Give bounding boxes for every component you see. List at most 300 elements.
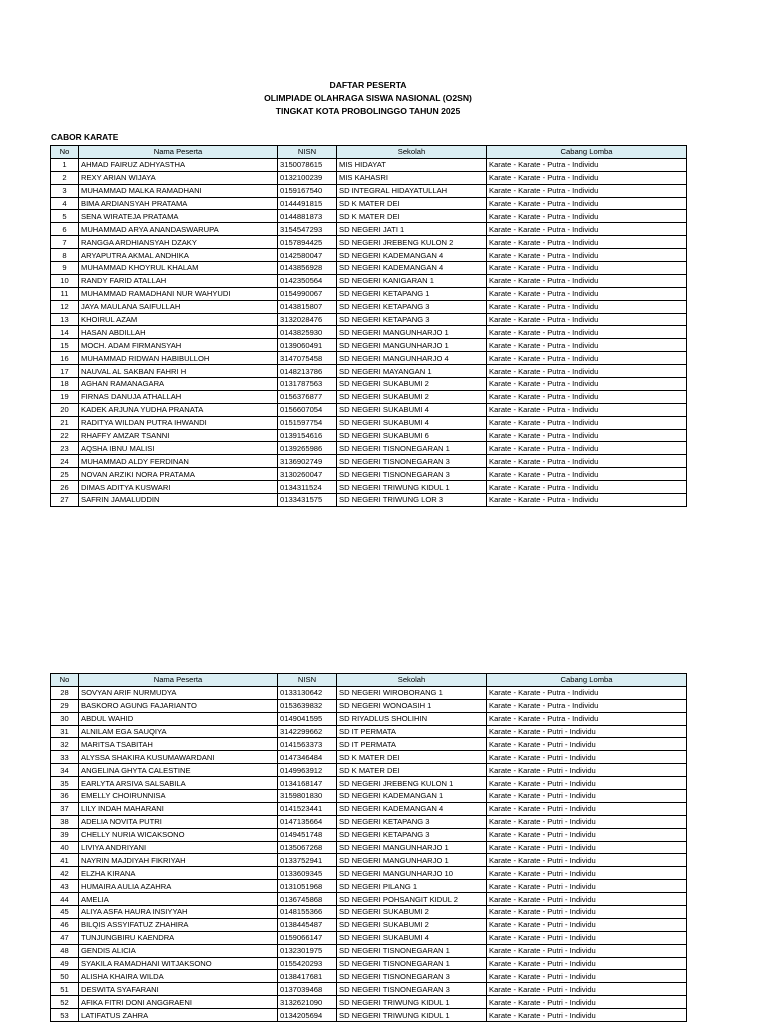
cell-nisn: 0134311524: [278, 481, 337, 494]
cell-nisn: 3132621090: [278, 996, 337, 1009]
cell-name: RANGGA ARDHIANSYAH DZAKY: [79, 236, 278, 249]
table-row: [51, 390, 687, 403]
cell-no: 27: [51, 494, 79, 507]
table-row: [51, 841, 687, 854]
cell-name: KADEK ARJUNA YUDHA PRANATA: [79, 403, 278, 416]
cell-nisn: 0148213786: [278, 365, 337, 378]
cell-school: SD NEGERI TRIWUNG KIDUL 1: [337, 481, 487, 494]
cell-name: MUHAMMAD RAMADHANI NUR WAHYUDI: [79, 287, 278, 300]
cell-no: 46: [51, 918, 79, 931]
cell-category: Karate - Karate - Putra - Individu: [487, 262, 687, 275]
header-category: Cabang Lomba: [487, 146, 687, 159]
cell-school: SD NEGERI KETAPANG 1: [337, 287, 487, 300]
cell-nisn: 0151597754: [278, 416, 337, 429]
cell-name: ADELIA NOVITA PUTRI: [79, 815, 278, 828]
cell-school: SD NEGERI TISNONEGARAN 3: [337, 970, 487, 983]
cell-name: HUMAIRA AULIA AZAHRA: [79, 880, 278, 893]
cell-name: MUHAMMAD RIDWAN HABIBULLOH: [79, 352, 278, 365]
table-row: [51, 738, 687, 751]
cell-category: Karate - Karate - Putri - Individu: [487, 918, 687, 931]
participants-table-2: [50, 673, 687, 1022]
cell-no: 16: [51, 352, 79, 365]
cell-name: DIMAS ADITYA KUSWARI: [79, 481, 278, 494]
cell-category: Karate - Karate - Putra - Individu: [487, 313, 687, 326]
cell-nisn: 0143856928: [278, 262, 337, 275]
table-row: [51, 287, 687, 300]
cell-school: SD NEGERI MANGUNHARJO 1: [337, 339, 487, 352]
cell-school: SD NEGERI TISNONEGARAN 1: [337, 442, 487, 455]
cell-nisn: 0141523441: [278, 802, 337, 815]
cell-name: BASKORO AGUNG FAJARIANTO: [79, 699, 278, 712]
table-row: [51, 699, 687, 712]
cell-name: MUHAMMAD ARYA ANANDASWARUPA: [79, 223, 278, 236]
cell-category: Karate - Karate - Putra - Individu: [487, 236, 687, 249]
cell-no: 13: [51, 313, 79, 326]
cell-school: SD NEGERI TRIWUNG LOR 3: [337, 494, 487, 507]
cell-category: Karate - Karate - Putri - Individu: [487, 777, 687, 790]
table-row: [51, 468, 687, 481]
table-row: [51, 712, 687, 725]
cell-nisn: 0149041595: [278, 712, 337, 725]
cell-category: Karate - Karate - Putri - Individu: [487, 828, 687, 841]
cell-school: SD NEGERI TRIWUNG KIDUL 1: [337, 1009, 487, 1022]
cell-name: LATIFATUS ZAHRA: [79, 1009, 278, 1022]
cell-no: 12: [51, 300, 79, 313]
cell-no: 45: [51, 906, 79, 919]
cell-no: 53: [51, 1009, 79, 1022]
cell-nisn: 0149451748: [278, 828, 337, 841]
cell-nisn: 3136902749: [278, 455, 337, 468]
table-row: [51, 957, 687, 970]
cell-nisn: 3142299662: [278, 725, 337, 738]
table-row: [51, 300, 687, 313]
cell-name: NAYRIN MAJDIYAH FIKRIYAH: [79, 854, 278, 867]
cell-category: Karate - Karate - Putri - Individu: [487, 893, 687, 906]
cell-category: Karate - Karate - Putra - Individu: [487, 442, 687, 455]
cell-school: SD NEGERI KADEMANGAN 4: [337, 249, 487, 262]
cell-category: Karate - Karate - Putra - Individu: [487, 699, 687, 712]
table-row: [51, 970, 687, 983]
cell-no: 29: [51, 699, 79, 712]
table-row: [51, 378, 687, 391]
cell-nisn: 0131051968: [278, 880, 337, 893]
header-category: Cabang Lomba: [487, 674, 687, 687]
cell-nisn: 0139265986: [278, 442, 337, 455]
cell-name: SYAKILA RAMADHANI WITJAKSONO: [79, 957, 278, 970]
cell-name: REXY ARIAN WIJAYA: [79, 171, 278, 184]
cell-no: 3: [51, 184, 79, 197]
cell-school: SD NEGERI PILANG 1: [337, 880, 487, 893]
cell-nisn: 0143825930: [278, 326, 337, 339]
table-row: [51, 1009, 687, 1022]
cell-school: SD NEGERI SUKABUMI 4: [337, 931, 487, 944]
cell-no: 35: [51, 777, 79, 790]
cell-no: 41: [51, 854, 79, 867]
cell-school: SD NEGERI TRIWUNG KIDUL 1: [337, 996, 487, 1009]
cell-nisn: 0138445487: [278, 918, 337, 931]
cell-no: 18: [51, 378, 79, 391]
cell-no: 42: [51, 867, 79, 880]
cell-no: 26: [51, 481, 79, 494]
cell-school: SD NEGERI KETAPANG 3: [337, 300, 487, 313]
cell-category: Karate - Karate - Putra - Individu: [487, 287, 687, 300]
cell-no: 47: [51, 931, 79, 944]
table-row: [51, 494, 687, 507]
cell-school: SD INTEGRAL HIDAYATULLAH: [337, 184, 487, 197]
cell-school: MIS KAHASRI: [337, 171, 487, 184]
cell-school: SD NEGERI KETAPANG 3: [337, 313, 487, 326]
cell-school: SD NEGERI JATI 1: [337, 223, 487, 236]
cell-no: 2: [51, 171, 79, 184]
cell-name: ALYSSA SHAKIRA KUSUMAWARDANI: [79, 751, 278, 764]
cell-name: BILQIS ASSYIFATUZ ZHAHIRA: [79, 918, 278, 931]
table-row: [51, 171, 687, 184]
cell-nisn: 0139154616: [278, 429, 337, 442]
cell-no: 8: [51, 249, 79, 262]
cell-school: SD K MATER DEI: [337, 764, 487, 777]
cell-nisn: 3147075458: [278, 352, 337, 365]
cell-no: 21: [51, 416, 79, 429]
cell-school: SD NEGERI POHSANGIT KIDUL 2: [337, 893, 487, 906]
cell-nisn: 0143815807: [278, 300, 337, 313]
cell-category: Karate - Karate - Putri - Individu: [487, 764, 687, 777]
cell-category: Karate - Karate - Putra - Individu: [487, 390, 687, 403]
cell-school: SD K MATER DEI: [337, 751, 487, 764]
cell-category: Karate - Karate - Putra - Individu: [487, 403, 687, 416]
cell-category: Karate - Karate - Putri - Individu: [487, 944, 687, 957]
table-row: [51, 416, 687, 429]
cell-nisn: 0154990067: [278, 287, 337, 300]
cell-nisn: 0142350564: [278, 274, 337, 287]
cell-no: 43: [51, 880, 79, 893]
cell-no: 17: [51, 365, 79, 378]
cell-nisn: 0148155366: [278, 906, 337, 919]
cell-nisn: 0133609345: [278, 867, 337, 880]
cell-school: SD NEGERI KETAPANG 3: [337, 815, 487, 828]
cell-category: Karate - Karate - Putri - Individu: [487, 815, 687, 828]
cell-school: SD NEGERI SUKABUMI 2: [337, 378, 487, 391]
cell-category: Karate - Karate - Putra - Individu: [487, 326, 687, 339]
cell-name: RADITYA WILDAN PUTRA IHWANDI: [79, 416, 278, 429]
cell-no: 51: [51, 983, 79, 996]
table-row: [51, 158, 687, 171]
cell-category: Karate - Karate - Putri - Individu: [487, 802, 687, 815]
cell-school: SD NEGERI WIROBORANG 1: [337, 686, 487, 699]
table-header-row: [51, 674, 687, 687]
header-nisn: NISN: [278, 674, 337, 687]
cell-school: SD NEGERI TISNONEGARAN 3: [337, 468, 487, 481]
cell-nisn: 0136745868: [278, 893, 337, 906]
cell-name: MOCH. ADAM FIRMANSYAH: [79, 339, 278, 352]
cell-category: Karate - Karate - Putri - Individu: [487, 931, 687, 944]
table-row: [51, 867, 687, 880]
table-row: [51, 249, 687, 262]
cell-name: GENDIS ALICIA: [79, 944, 278, 957]
cell-school: SD NEGERI SUKABUMI 2: [337, 906, 487, 919]
cell-no: 11: [51, 287, 79, 300]
cell-no: 14: [51, 326, 79, 339]
cell-nisn: 0159167540: [278, 184, 337, 197]
table-row: [51, 274, 687, 287]
cell-nisn: 0133130642: [278, 686, 337, 699]
table-row: [51, 223, 687, 236]
cell-no: 25: [51, 468, 79, 481]
cell-nisn: 0132100239: [278, 171, 337, 184]
cell-category: Karate - Karate - Putri - Individu: [487, 738, 687, 751]
cell-school: SD NEGERI SUKABUMI 6: [337, 429, 487, 442]
cell-school: SD NEGERI MANGUNHARJO 1: [337, 841, 487, 854]
cell-category: Karate - Karate - Putra - Individu: [487, 158, 687, 171]
cell-no: 4: [51, 197, 79, 210]
cell-name: BIMA ARDIANSYAH PRATAMA: [79, 197, 278, 210]
cell-category: Karate - Karate - Putra - Individu: [487, 416, 687, 429]
cell-name: ALNILAM EGA SAUQIYA: [79, 725, 278, 738]
cell-category: Karate - Karate - Putra - Individu: [487, 184, 687, 197]
table-row: [51, 339, 687, 352]
table-row: [51, 893, 687, 906]
cell-nisn: 0156607054: [278, 403, 337, 416]
cell-name: AMELIA: [79, 893, 278, 906]
cell-nisn: 0157894425: [278, 236, 337, 249]
cell-name: LIVIYA ANDRIYANI: [79, 841, 278, 854]
cell-school: SD NEGERI SUKABUMI 4: [337, 403, 487, 416]
table-row: [51, 880, 687, 893]
cell-name: ALIYA ASFA HAURA INSIYYAH: [79, 906, 278, 919]
cell-no: 50: [51, 970, 79, 983]
cell-no: 24: [51, 455, 79, 468]
cell-category: Karate - Karate - Putra - Individu: [487, 210, 687, 223]
table-row: [51, 236, 687, 249]
cell-school: SD NEGERI SUKABUMI 2: [337, 390, 487, 403]
table-row: [51, 790, 687, 803]
table-row: [51, 197, 687, 210]
cell-name: HASAN ABDILLAH: [79, 326, 278, 339]
table-row: [51, 686, 687, 699]
cell-category: Karate - Karate - Putra - Individu: [487, 339, 687, 352]
table-row: [51, 854, 687, 867]
cell-name: MUHAMMAD KHOYRUL KHALAM: [79, 262, 278, 275]
cell-category: Karate - Karate - Putri - Individu: [487, 841, 687, 854]
cell-category: Karate - Karate - Putra - Individu: [487, 171, 687, 184]
cell-name: JAYA MAULANA SAIFULLAH: [79, 300, 278, 313]
cell-no: 37: [51, 802, 79, 815]
table-row: [51, 777, 687, 790]
cell-no: 49: [51, 957, 79, 970]
table-row: [51, 815, 687, 828]
header-school: Sekolah: [337, 674, 487, 687]
cell-nisn: 3130260047: [278, 468, 337, 481]
cell-no: 7: [51, 236, 79, 249]
cell-category: Karate - Karate - Putri - Individu: [487, 880, 687, 893]
document-heading: [0, 79, 736, 118]
cell-no: 48: [51, 944, 79, 957]
header-name: Nama Peserta: [79, 146, 278, 159]
cell-name: AQSHA IBNU MALISI: [79, 442, 278, 455]
cell-category: Karate - Karate - Putri - Individu: [487, 970, 687, 983]
cell-category: Karate - Karate - Putri - Individu: [487, 725, 687, 738]
header-nisn: NISN: [278, 146, 337, 159]
cell-nisn: 0153639832: [278, 699, 337, 712]
cell-nisn: 0135067268: [278, 841, 337, 854]
cell-name: TUNJUNGBIRU KAENDRA: [79, 931, 278, 944]
title-line-1: DAFTAR PESERTA: [329, 80, 407, 90]
cell-no: 31: [51, 725, 79, 738]
cell-name: NAUVAL AL SAKBAN FAHRI H: [79, 365, 278, 378]
cell-name: ARYAPUTRA AKMAL ANDHIKA: [79, 249, 278, 262]
cell-nisn: 3132028476: [278, 313, 337, 326]
cell-category: Karate - Karate - Putra - Individu: [487, 686, 687, 699]
cell-category: Karate - Karate - Putra - Individu: [487, 352, 687, 365]
cell-name: KHOIRUL AZAM: [79, 313, 278, 326]
table-row: [51, 944, 687, 957]
participants-table-1: [50, 145, 687, 507]
table-row: [51, 442, 687, 455]
cell-category: Karate - Karate - Putra - Individu: [487, 468, 687, 481]
table-row: [51, 313, 687, 326]
cell-school: SD NEGERI JREBENG KULON 2: [337, 236, 487, 249]
cell-nisn: 0134168147: [278, 777, 337, 790]
cell-school: SD NEGERI KANIGARAN 1: [337, 274, 487, 287]
cell-category: Karate - Karate - Putri - Individu: [487, 854, 687, 867]
table-row: [51, 352, 687, 365]
cell-no: 36: [51, 790, 79, 803]
cell-name: SOVYAN ARIF NURMUDYA: [79, 686, 278, 699]
cell-nisn: 3154547293: [278, 223, 337, 236]
cell-nisn: 0144491815: [278, 197, 337, 210]
cell-no: 38: [51, 815, 79, 828]
cell-category: Karate - Karate - Putri - Individu: [487, 867, 687, 880]
cell-name: MUHAMMAD ALDY FERDINAN: [79, 455, 278, 468]
cell-school: SD NEGERI JREBENG KULON 1: [337, 777, 487, 790]
cell-category: Karate - Karate - Putri - Individu: [487, 790, 687, 803]
cell-no: 30: [51, 712, 79, 725]
table-row: [51, 764, 687, 777]
header-no: No: [51, 146, 79, 159]
cell-nisn: 0132301975: [278, 944, 337, 957]
cell-nisn: 0159066147: [278, 931, 337, 944]
cell-no: 15: [51, 339, 79, 352]
cell-name: MUHAMMAD MALKA RAMADHANI: [79, 184, 278, 197]
table-row: [51, 184, 687, 197]
cell-category: Karate - Karate - Putra - Individu: [487, 249, 687, 262]
cell-school: SD NEGERI KADEMANGAN 1: [337, 790, 487, 803]
cell-name: RANDY FARID ATALLAH: [79, 274, 278, 287]
header-name: Nama Peserta: [79, 674, 278, 687]
cell-category: Karate - Karate - Putra - Individu: [487, 712, 687, 725]
cell-name: ELZHA KIRANA: [79, 867, 278, 880]
table-row: [51, 996, 687, 1009]
cell-school: SD K MATER DEI: [337, 197, 487, 210]
cell-name: EMELLY CHOIRUNNISA: [79, 790, 278, 803]
cell-name: CHELLY NURIA WICAKSONO: [79, 828, 278, 841]
cell-category: Karate - Karate - Putra - Individu: [487, 378, 687, 391]
cell-nisn: 0139060491: [278, 339, 337, 352]
cell-no: 5: [51, 210, 79, 223]
header-no: No: [51, 674, 79, 687]
cell-school: SD NEGERI TISNONEGARAN 1: [337, 944, 487, 957]
table-row: [51, 455, 687, 468]
cell-no: 19: [51, 390, 79, 403]
cell-name: SAFRIN JAMALUDDIN: [79, 494, 278, 507]
cell-name: DESWITA SYAFARANI: [79, 983, 278, 996]
cell-category: Karate - Karate - Putra - Individu: [487, 429, 687, 442]
cell-school: SD RIYADLUS SHOLIHIN: [337, 712, 487, 725]
cell-category: Karate - Karate - Putri - Individu: [487, 906, 687, 919]
cell-nisn: 3150078615: [278, 158, 337, 171]
cell-nisn: 0131787563: [278, 378, 337, 391]
cell-no: 20: [51, 403, 79, 416]
cell-name: FIRNAS DANUJA ATHALLAH: [79, 390, 278, 403]
cell-nisn: 0149963912: [278, 764, 337, 777]
table-row: [51, 481, 687, 494]
cell-category: Karate - Karate - Putra - Individu: [487, 223, 687, 236]
cell-nisn: 0142580047: [278, 249, 337, 262]
cell-nisn: 0155420293: [278, 957, 337, 970]
cell-school: SD NEGERI MANGUNHARJO 10: [337, 867, 487, 880]
cell-school: SD NEGERI TISNONEGARAN 3: [337, 983, 487, 996]
title-line-3: TINGKAT KOTA PROBOLINGGO TAHUN 2025: [275, 106, 461, 116]
table-row: [51, 751, 687, 764]
cell-school: SD IT PERMATA: [337, 738, 487, 751]
cell-nisn: 0144881873: [278, 210, 337, 223]
cell-nisn: 3159801830: [278, 790, 337, 803]
table-row: [51, 918, 687, 931]
table-row: [51, 403, 687, 416]
cell-name: SENA WIRATEJA PRATAMA: [79, 210, 278, 223]
cell-name: ANGELINA GHYTA CALESTINE: [79, 764, 278, 777]
cell-school: SD NEGERI KADEMANGAN 4: [337, 262, 487, 275]
cell-no: 33: [51, 751, 79, 764]
cell-category: Karate - Karate - Putra - Individu: [487, 494, 687, 507]
cell-nisn: 0147346484: [278, 751, 337, 764]
cell-category: Karate - Karate - Putri - Individu: [487, 1009, 687, 1022]
cell-school: SD NEGERI SUKABUMI 4: [337, 416, 487, 429]
cell-school: SD NEGERI MANGUNHARJO 1: [337, 854, 487, 867]
cell-category: Karate - Karate - Putra - Individu: [487, 274, 687, 287]
cell-school: SD IT PERMATA: [337, 725, 487, 738]
cell-school: SD NEGERI KADEMANGAN 4: [337, 802, 487, 815]
cell-school: SD NEGERI SUKABUMI 2: [337, 918, 487, 931]
cell-school: SD NEGERI TISNONEGARAN 3: [337, 455, 487, 468]
cell-no: 32: [51, 738, 79, 751]
table-row: [51, 983, 687, 996]
table-row: [51, 429, 687, 442]
table-row: [51, 802, 687, 815]
table-row: [51, 365, 687, 378]
table-row: [51, 326, 687, 339]
cell-name: EARLYTA ARSIVA SALSABILA: [79, 777, 278, 790]
cell-nisn: 0133752941: [278, 854, 337, 867]
cell-category: Karate - Karate - Putra - Individu: [487, 481, 687, 494]
cell-category: Karate - Karate - Putra - Individu: [487, 455, 687, 468]
cell-nisn: 0134205694: [278, 1009, 337, 1022]
table-row: [51, 906, 687, 919]
cell-no: 39: [51, 828, 79, 841]
cell-school: MIS HIDAYAT: [337, 158, 487, 171]
cell-category: Karate - Karate - Putri - Individu: [487, 751, 687, 764]
cell-name: MARITSA TSABITAH: [79, 738, 278, 751]
cell-nisn: 0156376877: [278, 390, 337, 403]
cell-no: 6: [51, 223, 79, 236]
cell-no: 9: [51, 262, 79, 275]
table-row: [51, 262, 687, 275]
table-row: [51, 725, 687, 738]
cell-name: AHMAD FAIRUZ ADHYASTHA: [79, 158, 278, 171]
title-line-2: OLIMPIADE OLAHRAGA SISWA NASIONAL (O2SN): [264, 93, 472, 103]
cell-school: SD K MATER DEI: [337, 210, 487, 223]
cell-school: SD NEGERI WONOASIH 1: [337, 699, 487, 712]
cell-category: Karate - Karate - Putri - Individu: [487, 996, 687, 1009]
